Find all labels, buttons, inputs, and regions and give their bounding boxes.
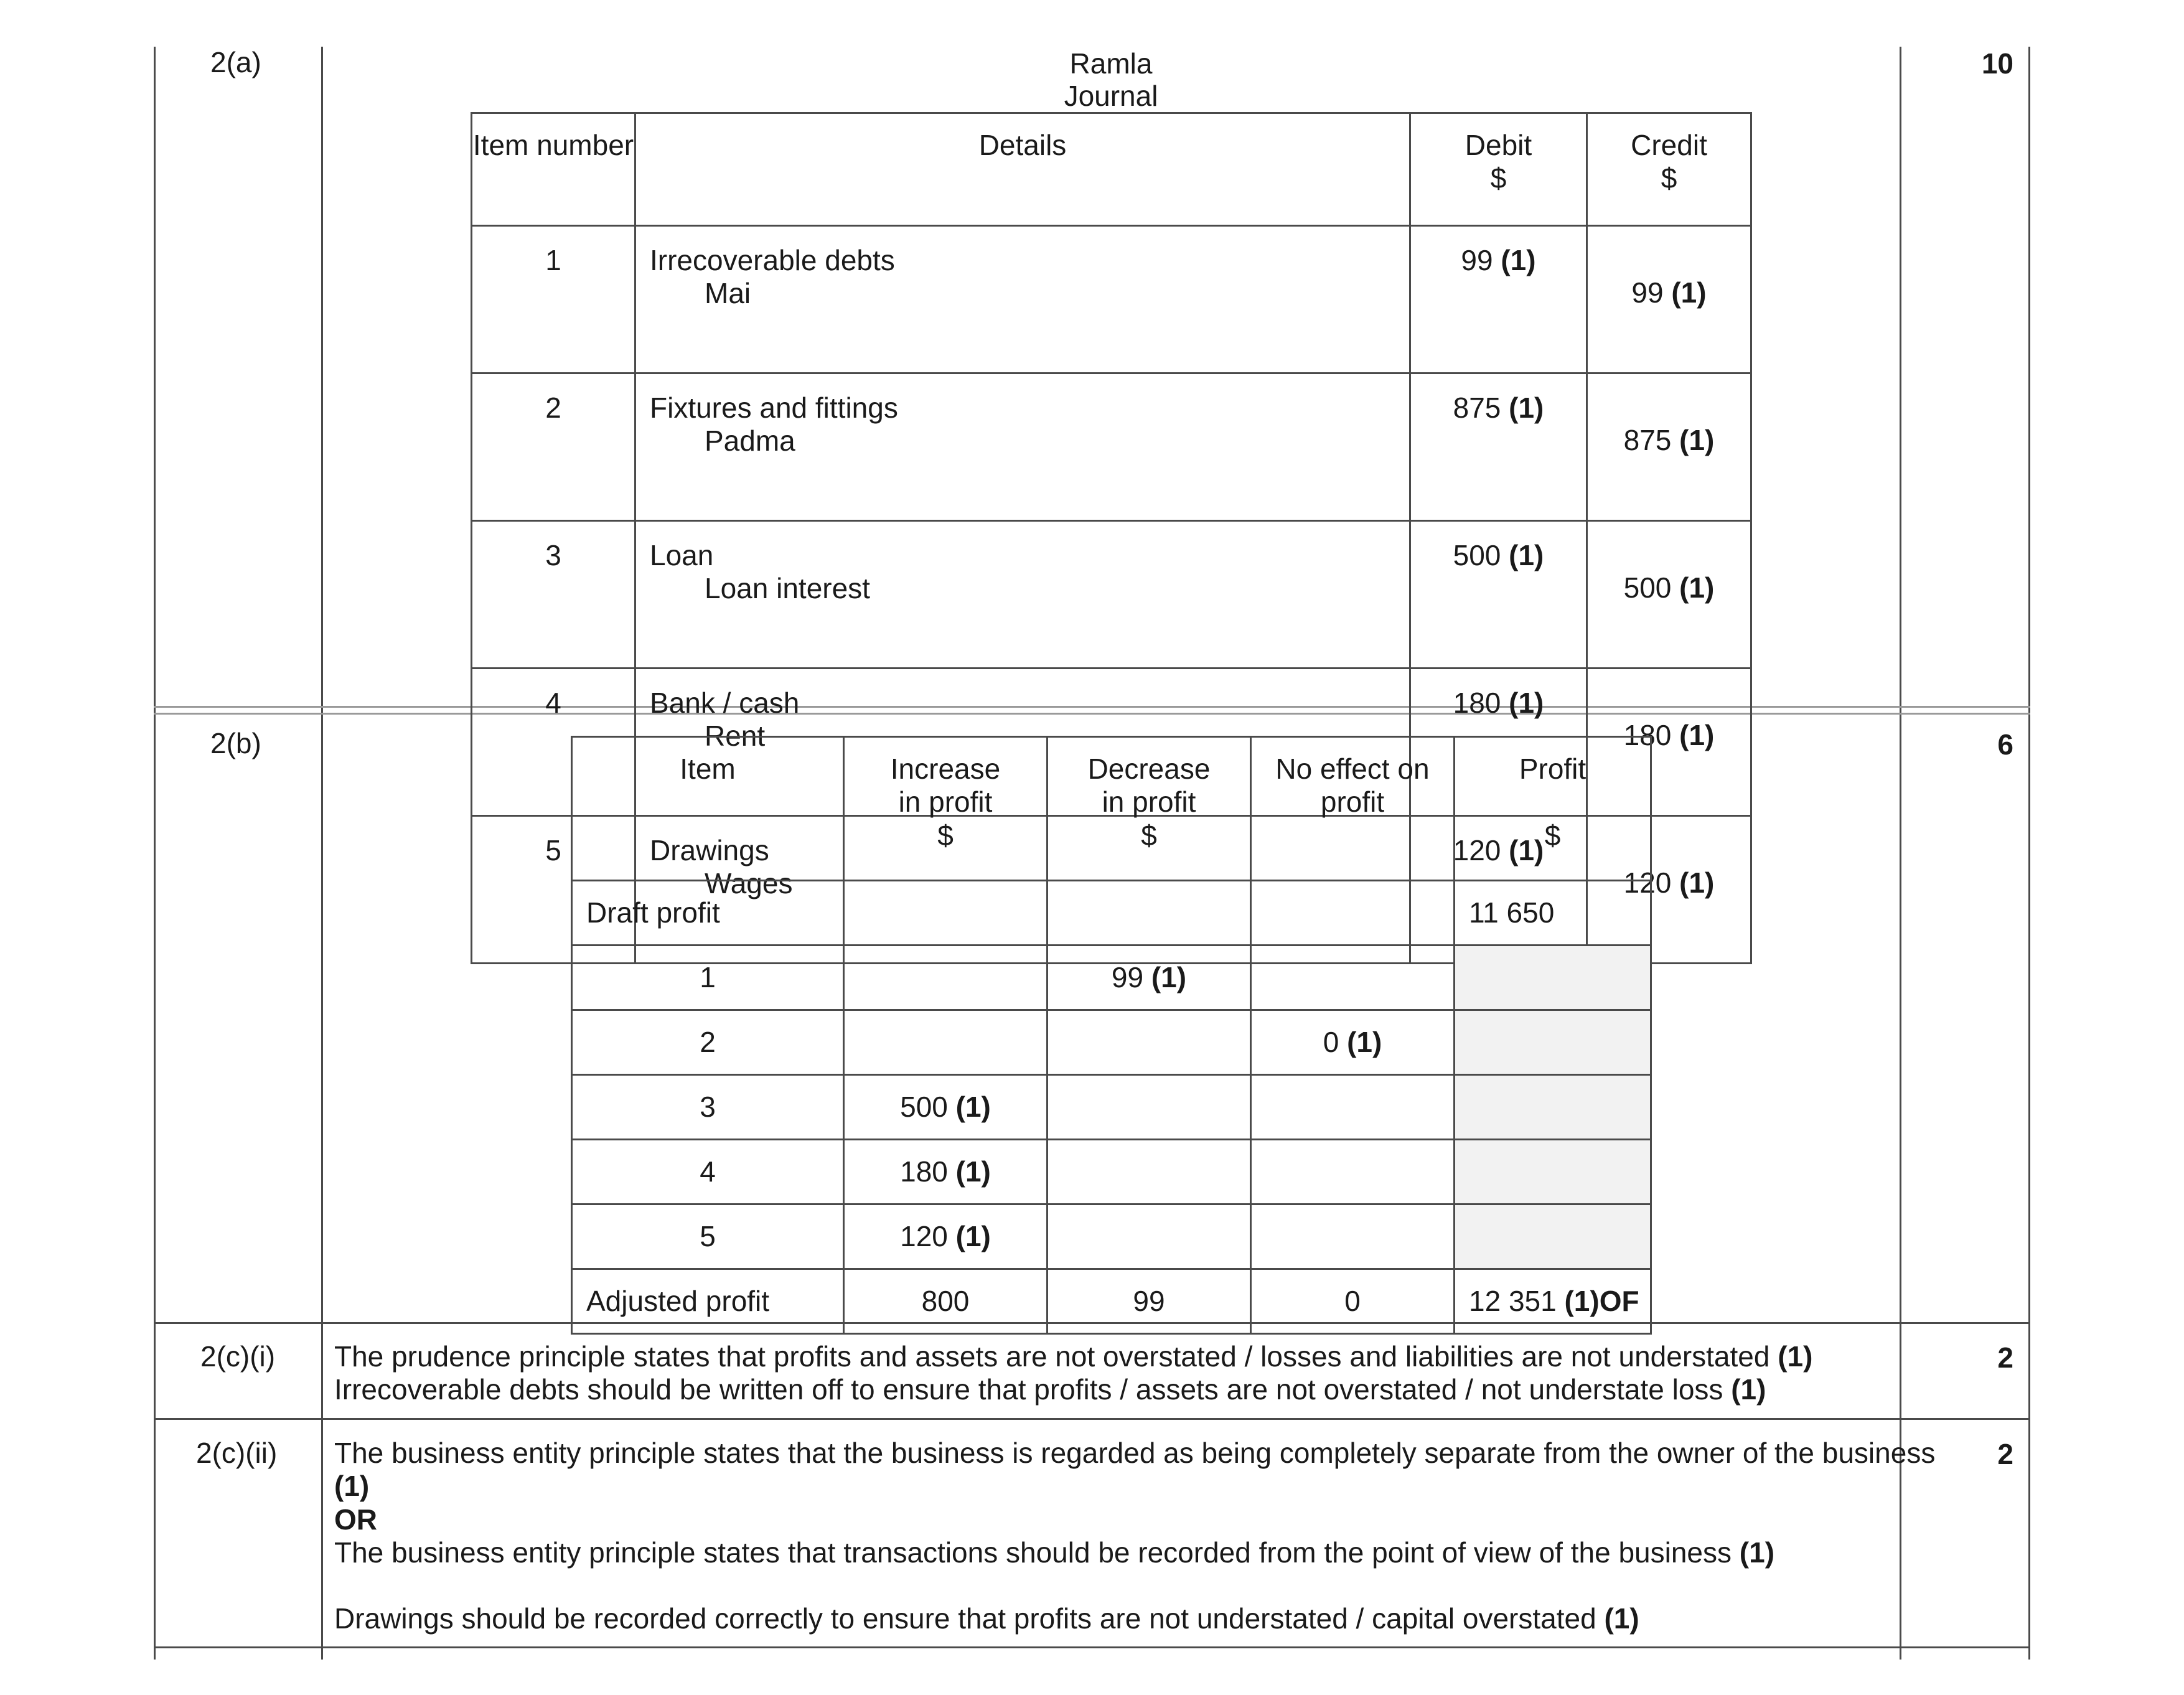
- journal-subtitle: Journal: [1064, 80, 1158, 112]
- mark: (1): [1509, 539, 1544, 571]
- mark: (1): [1739, 1536, 1775, 1569]
- answer-2cii-or: [334, 1503, 1940, 1536]
- profit-header-decrease: [1047, 737, 1251, 881]
- profit-header-row: [572, 737, 1651, 881]
- profit-item-number: 5: [572, 1204, 844, 1269]
- answer-2ci-line2: [334, 1373, 1940, 1406]
- adjusted-decrease-total: 99: [1047, 1269, 1251, 1334]
- mark: (1): [1151, 960, 1187, 993]
- mark: (1): [1509, 687, 1544, 719]
- mark: (1): [1679, 866, 1715, 899]
- adjusted-profit-amount: 12 351: [1469, 1284, 1557, 1317]
- no-effect-label: No effect on profit: [1275, 753, 1430, 819]
- journal-credit: [1587, 373, 1751, 521]
- increase-amount: 120: [900, 1219, 948, 1252]
- mark: (1): [1679, 424, 1715, 456]
- profit-item-number: 1: [572, 946, 844, 1010]
- mark: (1): [1731, 1373, 1766, 1406]
- increase-label: Increase in profit: [890, 753, 1001, 819]
- or-label: OR: [334, 1503, 377, 1536]
- no-effect-cell: [1251, 1140, 1455, 1204]
- journal-debit: [1410, 373, 1587, 521]
- journal-details: [635, 226, 1410, 373]
- credit-amount: 120: [1623, 866, 1672, 899]
- profit-label: Profit: [1519, 753, 1586, 785]
- marks-2ci: 2: [1997, 1341, 2013, 1374]
- journal-credit: [1587, 521, 1751, 669]
- decrease-cell: [1047, 1140, 1251, 1204]
- debit-account: Irrecoverable debts: [650, 244, 895, 276]
- increase-amount: 500: [900, 1090, 948, 1123]
- adjusted-profit-row: [572, 1269, 1651, 1334]
- mark: (1): [1509, 834, 1544, 866]
- credit-unit: $: [1661, 162, 1677, 195]
- increase-unit: $: [937, 819, 954, 852]
- answer-text: Drawings should be recorded correctly to ensure that profits are not understated / capital overstated: [334, 1602, 1596, 1635]
- profit-adjustment-table: [571, 736, 1652, 1335]
- adjusted-profit-value: [1455, 1269, 1651, 1334]
- no-effect-cell: [1251, 1204, 1455, 1269]
- journal-title: Ramla: [1069, 47, 1153, 80]
- decrease-unit: $: [1141, 819, 1157, 852]
- journal-item-number: 4: [472, 669, 635, 816]
- profit-shaded-cell: [1455, 1204, 1651, 1269]
- profit-item-number: 3: [572, 1075, 844, 1140]
- debit-amount: 99: [1461, 244, 1493, 276]
- marks-2b: 6: [1997, 728, 2013, 761]
- increase-cell: [844, 946, 1047, 1010]
- profit-header-increase: [844, 737, 1047, 881]
- no-effect-cell: [1251, 946, 1455, 1010]
- marks-2cii: 2: [1997, 1438, 2013, 1470]
- debit-account: Bank / cash: [650, 687, 800, 719]
- journal-row: [472, 521, 1751, 669]
- answer-text: The business entity principle states that the business is regarded as being completely separate from the owner of the business: [334, 1437, 1936, 1469]
- credit-account: Wages: [705, 867, 793, 900]
- journal-credit: [1587, 226, 1751, 373]
- decrease-label: Decrease in profit: [1087, 753, 1211, 819]
- answer-2ci: [334, 1340, 1940, 1407]
- credit-label: Credit: [1631, 129, 1707, 161]
- journal-header-debit: [1410, 113, 1587, 226]
- profit-row: [572, 1010, 1651, 1075]
- increase-cell: [844, 1140, 1047, 1204]
- answer-2cii-p1: [334, 1437, 1940, 1503]
- mark: (1): [1671, 276, 1707, 309]
- profit-shaded-cell: [1455, 1075, 1651, 1140]
- mark: (1)OF: [1564, 1284, 1639, 1317]
- journal-details: [635, 521, 1410, 669]
- increase-cell: [844, 1010, 1047, 1075]
- journal-details: [635, 373, 1410, 521]
- draft-profit-row: [572, 881, 1651, 946]
- increase-cell: [844, 1075, 1047, 1140]
- no-effect-cell: [1251, 1010, 1455, 1075]
- mark: (1): [1604, 1602, 1639, 1635]
- credit-amount: 180: [1623, 719, 1672, 751]
- journal-item-number: 1: [472, 226, 635, 373]
- debit-account: Loan: [650, 539, 714, 571]
- journal-row: [472, 373, 1751, 521]
- credit-account: Loan interest: [705, 572, 870, 605]
- adjusted-profit-label: Adjusted profit: [572, 1269, 844, 1334]
- profit-header-item: Item: [572, 737, 844, 881]
- journal-row: [472, 226, 1751, 373]
- credit-account: Rent: [705, 720, 766, 753]
- mark: (1): [1501, 244, 1536, 276]
- mark: (1): [1778, 1340, 1813, 1373]
- journal-header-details: Details: [635, 113, 1410, 226]
- profit-shaded-cell: [1455, 1010, 1651, 1075]
- profit-row: [572, 946, 1651, 1010]
- profit-row: [572, 1204, 1651, 1269]
- mark: (1): [955, 1155, 991, 1188]
- question-number-2ci: 2(c)(i): [200, 1340, 276, 1373]
- answer-2ci-line1: [334, 1340, 1940, 1373]
- adjusted-increase-total: 800: [844, 1269, 1047, 1334]
- debit-label: Debit: [1465, 129, 1532, 161]
- mark: (1): [334, 1470, 370, 1503]
- credit-amount: 99: [1631, 276, 1664, 309]
- debit-amount: 875: [1453, 392, 1501, 424]
- decrease-amount: 99: [1111, 960, 1144, 993]
- increase-cell: [844, 1204, 1047, 1269]
- question-number-2a: 2(a): [210, 46, 261, 78]
- marks-2a: 10: [1981, 47, 2013, 80]
- mark: (1): [1347, 1025, 1382, 1058]
- credit-amount: 875: [1623, 424, 1672, 456]
- journal-header-row: [472, 113, 1751, 226]
- profit-item-number: 4: [572, 1140, 844, 1204]
- mark: (1): [1509, 392, 1544, 424]
- debit-account: Fixtures and fittings: [650, 392, 898, 424]
- profit-header-profit: [1455, 737, 1651, 881]
- decrease-cell: [1047, 1075, 1251, 1140]
- question-number-2b: 2(b): [210, 727, 261, 759]
- profit-cell: [1047, 881, 1251, 946]
- journal-debit: [1410, 521, 1587, 669]
- mark: (1): [1679, 719, 1715, 751]
- answer-2cii-p3: [334, 1602, 1940, 1635]
- credit-account: Mai: [705, 277, 751, 310]
- decrease-cell: [1047, 1010, 1251, 1075]
- debit-amount: 500: [1453, 539, 1501, 571]
- answer-text: Irrecoverable debts should be written off to ensure that profits / assets are not overstated / not understate loss: [334, 1373, 1723, 1406]
- profit-shaded-cell: [1455, 1140, 1651, 1204]
- answer-text: The prudence principle states that profits and assets are not overstated / losses and liabilities are not understated: [334, 1340, 1770, 1373]
- journal-item-number: 3: [472, 521, 635, 669]
- no-effect-cell: [1251, 1075, 1455, 1140]
- journal-debit: [1410, 226, 1587, 373]
- profit-cell: [1251, 881, 1455, 946]
- adjusted-no-effect-total: 0: [1251, 1269, 1455, 1334]
- profit-unit: $: [1544, 819, 1561, 852]
- journal-item-number: 5: [472, 816, 635, 964]
- credit-amount: 500: [1623, 571, 1672, 604]
- profit-row: [572, 1140, 1651, 1204]
- draft-profit-label: Draft profit: [572, 881, 844, 946]
- mark: (1): [955, 1219, 991, 1252]
- row-divider-2ci-2cii: [154, 1418, 2030, 1420]
- journal-item-number: 2: [472, 373, 635, 521]
- profit-row: [572, 1075, 1651, 1140]
- debit-unit: $: [1490, 162, 1507, 195]
- debit-amount: 120: [1453, 834, 1501, 866]
- outer-bottom-border: [154, 1646, 2030, 1648]
- profit-header-no-effect: [1251, 737, 1455, 881]
- journal-header-credit: [1587, 113, 1751, 226]
- journal-header-item: Item number: [472, 113, 635, 226]
- debit-amount: 180: [1453, 687, 1501, 719]
- answer-text: The business entity principle states that transactions should be recorded from the point of view of the business: [334, 1536, 1732, 1569]
- decrease-cell: [1047, 1204, 1251, 1269]
- mark: (1): [955, 1090, 991, 1123]
- debit-account: Drawings: [650, 834, 769, 866]
- profit-cell: [844, 881, 1047, 946]
- increase-amount: 180: [900, 1155, 948, 1188]
- answer-2cii-p2: [334, 1536, 1940, 1569]
- mark: (1): [1679, 571, 1715, 604]
- no-effect-amount: 0: [1323, 1025, 1339, 1058]
- answer-2cii: [334, 1437, 1940, 1636]
- question-number-2cii: 2(c)(ii): [196, 1437, 278, 1469]
- profit-item-number: 2: [572, 1010, 844, 1075]
- profit-shaded-cell: [1455, 946, 1651, 1010]
- credit-account: Padma: [705, 425, 795, 458]
- decrease-cell: [1047, 946, 1251, 1010]
- draft-profit-value: 11 650: [1455, 881, 1651, 946]
